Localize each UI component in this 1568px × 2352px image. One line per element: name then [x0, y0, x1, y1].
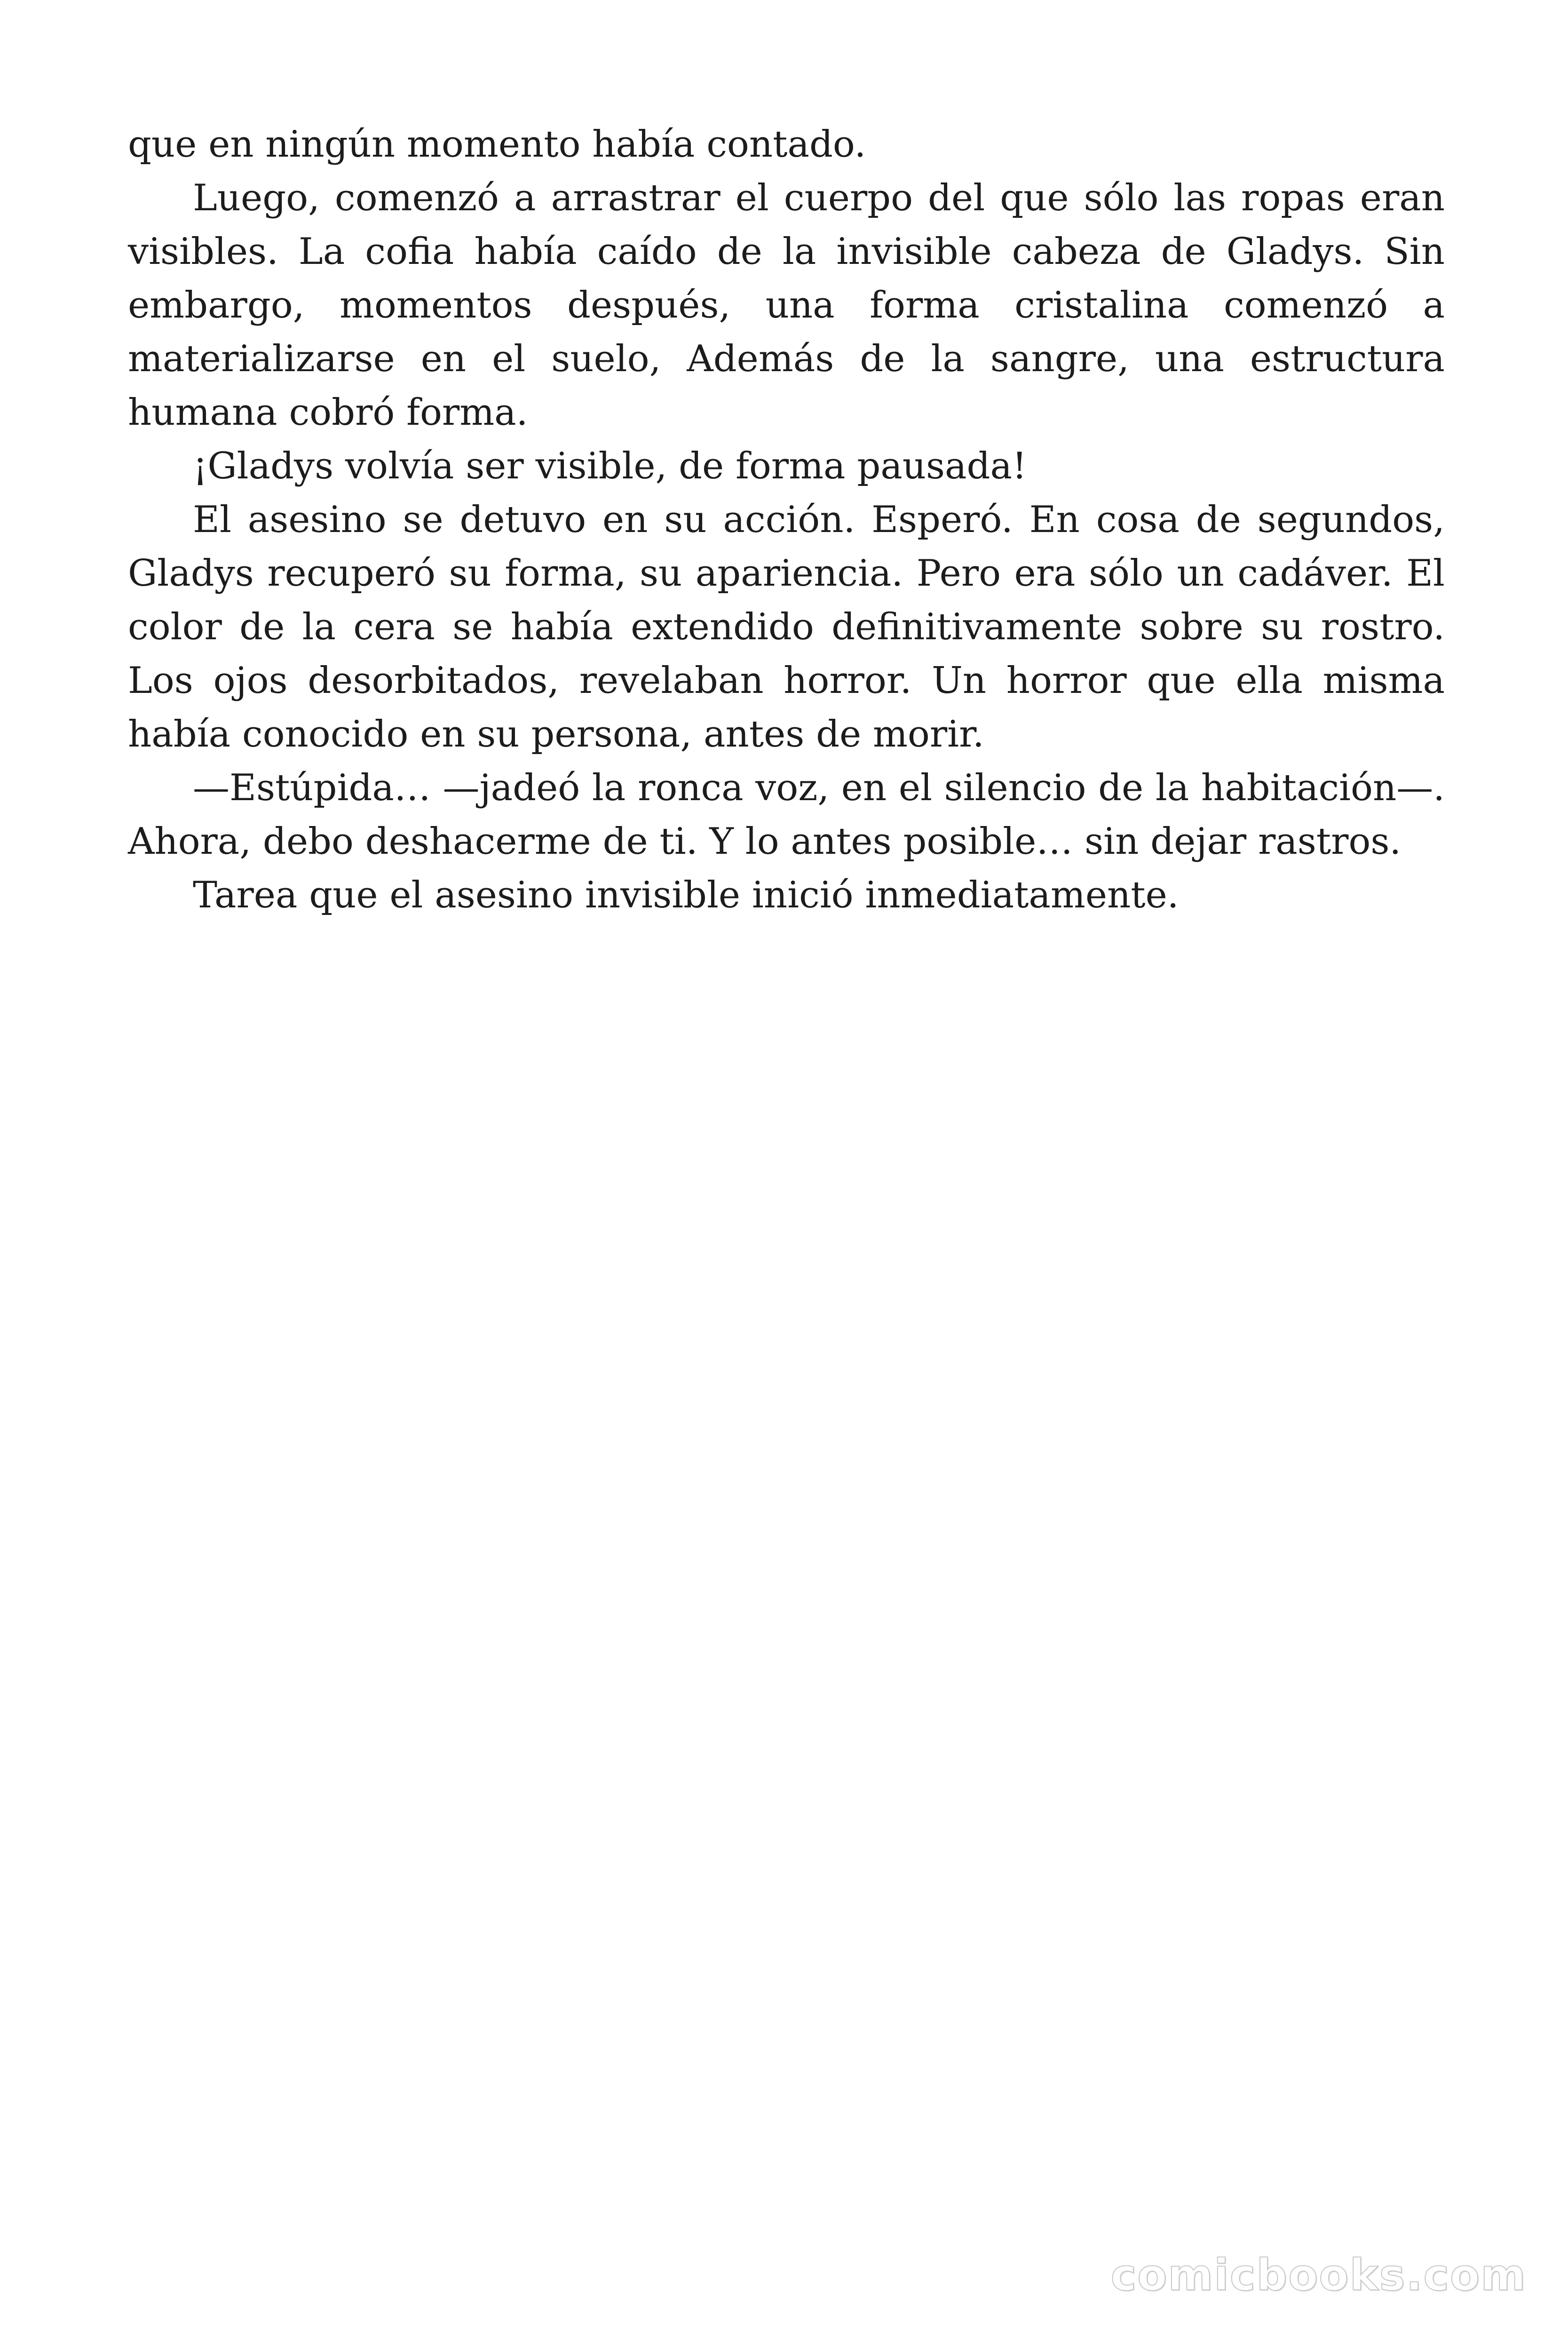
paragraph-2: Luego, comenzó a arrastrar el cuerpo del que sólo las ropas eran visibles. La cofia había caído de la invisible cabeza de Gladys. Sin embargo, momentos después, una forma cristalina comenzó a materializarse en el suelo, Además de la sangre, una estructura humana cobró forma.: [128, 177, 1445, 434]
watermark: comicbooks.com: [1110, 2250, 1527, 2300]
page-text: [128, 118, 1445, 922]
paragraph-5: —Estúpida… —jadeó la ronca voz, en el silencio de la habitación—. Ahora, debo deshacerme de ti. Y lo antes posible… sin dejar rastros.: [128, 767, 1445, 863]
paragraph-3: ¡Gladys volvía ser visible, de forma pausada!: [193, 445, 1027, 487]
paragraph-1: que en ningún momento había contado.: [128, 123, 866, 166]
paragraph-4: El asesino se detuvo en su acción. Esperó. En cosa de segundos, Gladys recuperó su forma, su apariencia. Pero era sólo un cadáver. El color de la cera se había extendido definitivamente sobre su rostro. Los ojos desorbitados, revelaban horror. Un horror que ella misma había conocido en su persona, antes de morir.: [128, 499, 1445, 755]
paragraph-6: Tarea que el asesino invisible inició inmediatamente.: [193, 874, 1179, 916]
